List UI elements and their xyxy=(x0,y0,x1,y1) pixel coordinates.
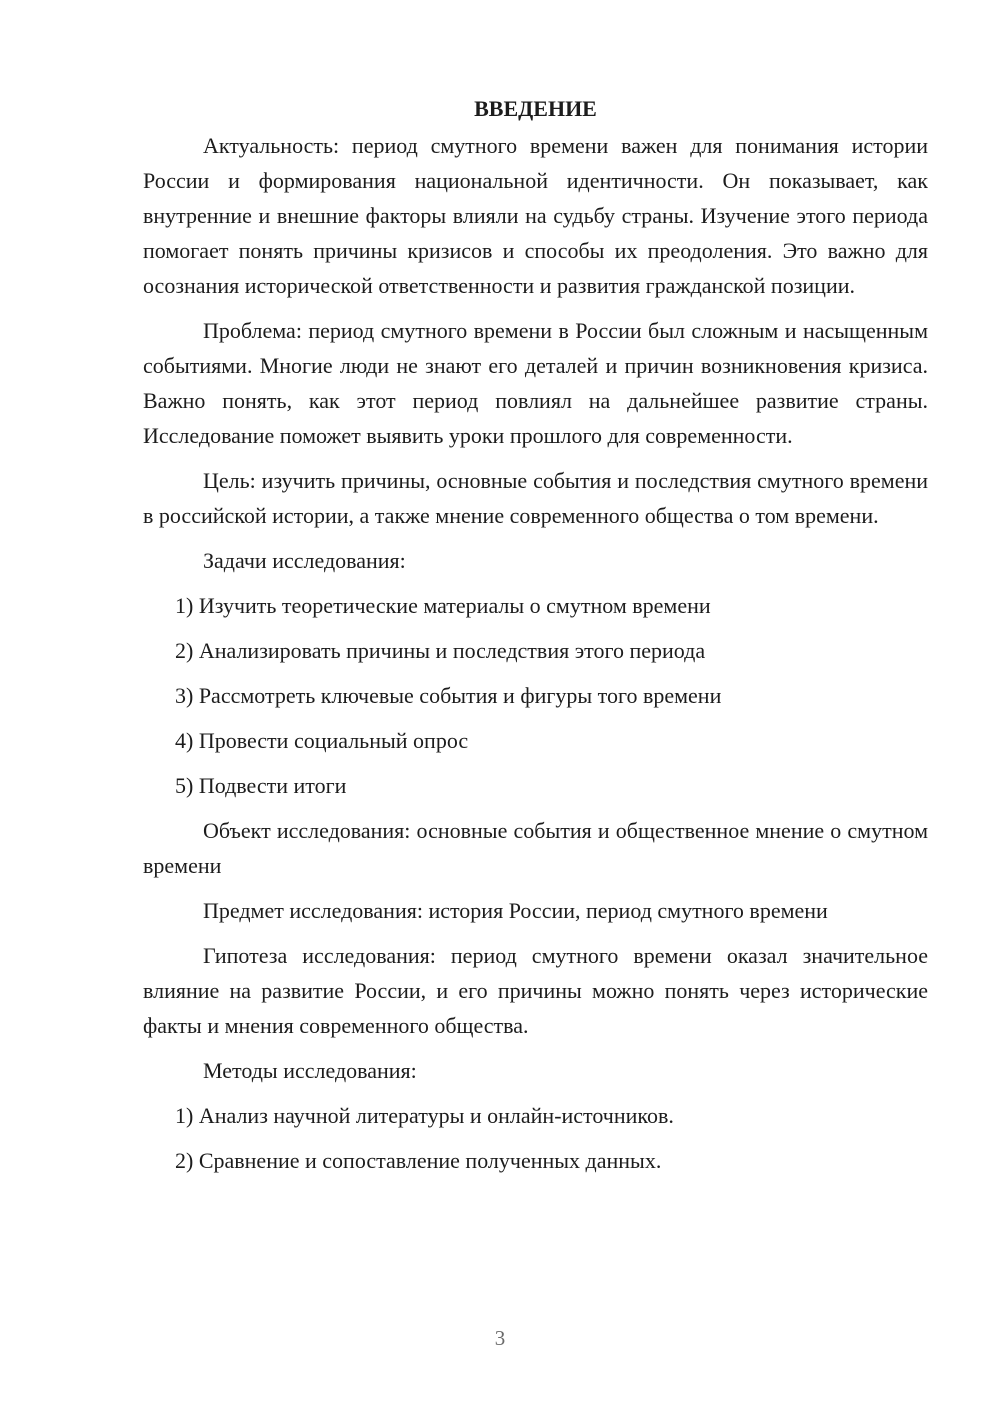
list-item: 1) Изучить теоретические материалы о смутном времени xyxy=(175,593,711,618)
section-title: ВВЕДЕНИЕ xyxy=(474,96,597,121)
methods-list xyxy=(143,1098,928,1178)
list-item: 5) Подвести итоги xyxy=(175,773,347,798)
list-item: 2) Сравнение и сопоставление полученных данных. xyxy=(175,1148,662,1173)
tasks-list xyxy=(143,588,928,803)
list-item: 3) Рассмотреть ключевые события и фигуры того времени xyxy=(175,683,722,708)
page-number: 3 xyxy=(494,1326,506,1350)
object-paragraph: Объект исследования: основные события и общественное мнение о смутном времени xyxy=(143,818,928,878)
document-page xyxy=(143,92,928,1188)
list-item: 1) Анализ научной литературы и онлайн-источников. xyxy=(175,1103,674,1128)
actuality-paragraph: Актуальность: период смутного времени важен для понимания истории России и формирования национальной идентичности. Он показывает, как внутренние и внешние факторы влияли на судьбу страны. Изучение этого периода помогает понять причины кризисов и способы их преодоления. Это важно для осознания исторической ответственности и развития гражданской позиции. xyxy=(143,133,928,298)
subject-paragraph: Предмет исследования: история России, период смутного времени xyxy=(203,898,828,923)
list-item: 2) Анализировать причины и последствия этого периода xyxy=(175,638,706,663)
methods-heading: Методы исследования: xyxy=(203,1058,417,1083)
tasks-heading: Задачи исследования: xyxy=(203,548,406,573)
goal-paragraph: Цель: изучить причины, основные события и последствия смутного времени в российской истории, а также мнение современного общества о том времени. xyxy=(143,468,928,528)
list-item: 4) Провести социальный опрос xyxy=(175,728,469,753)
hypothesis-paragraph: Гипотеза исследования: период смутного времени оказал значительное влияние на развитие России, и его причины можно понять через исторические факты и мнения современного общества. xyxy=(143,943,928,1038)
problem-paragraph: Проблема: период смутного времени в России был сложным и насыщенным событиями. Многие люди не знают его деталей и причин возникновения кризиса. Важно понять, как этот период повлиял на дальнейшее развитие страны. Исследование поможет выявить уроки прошлого для современности. xyxy=(143,318,928,448)
